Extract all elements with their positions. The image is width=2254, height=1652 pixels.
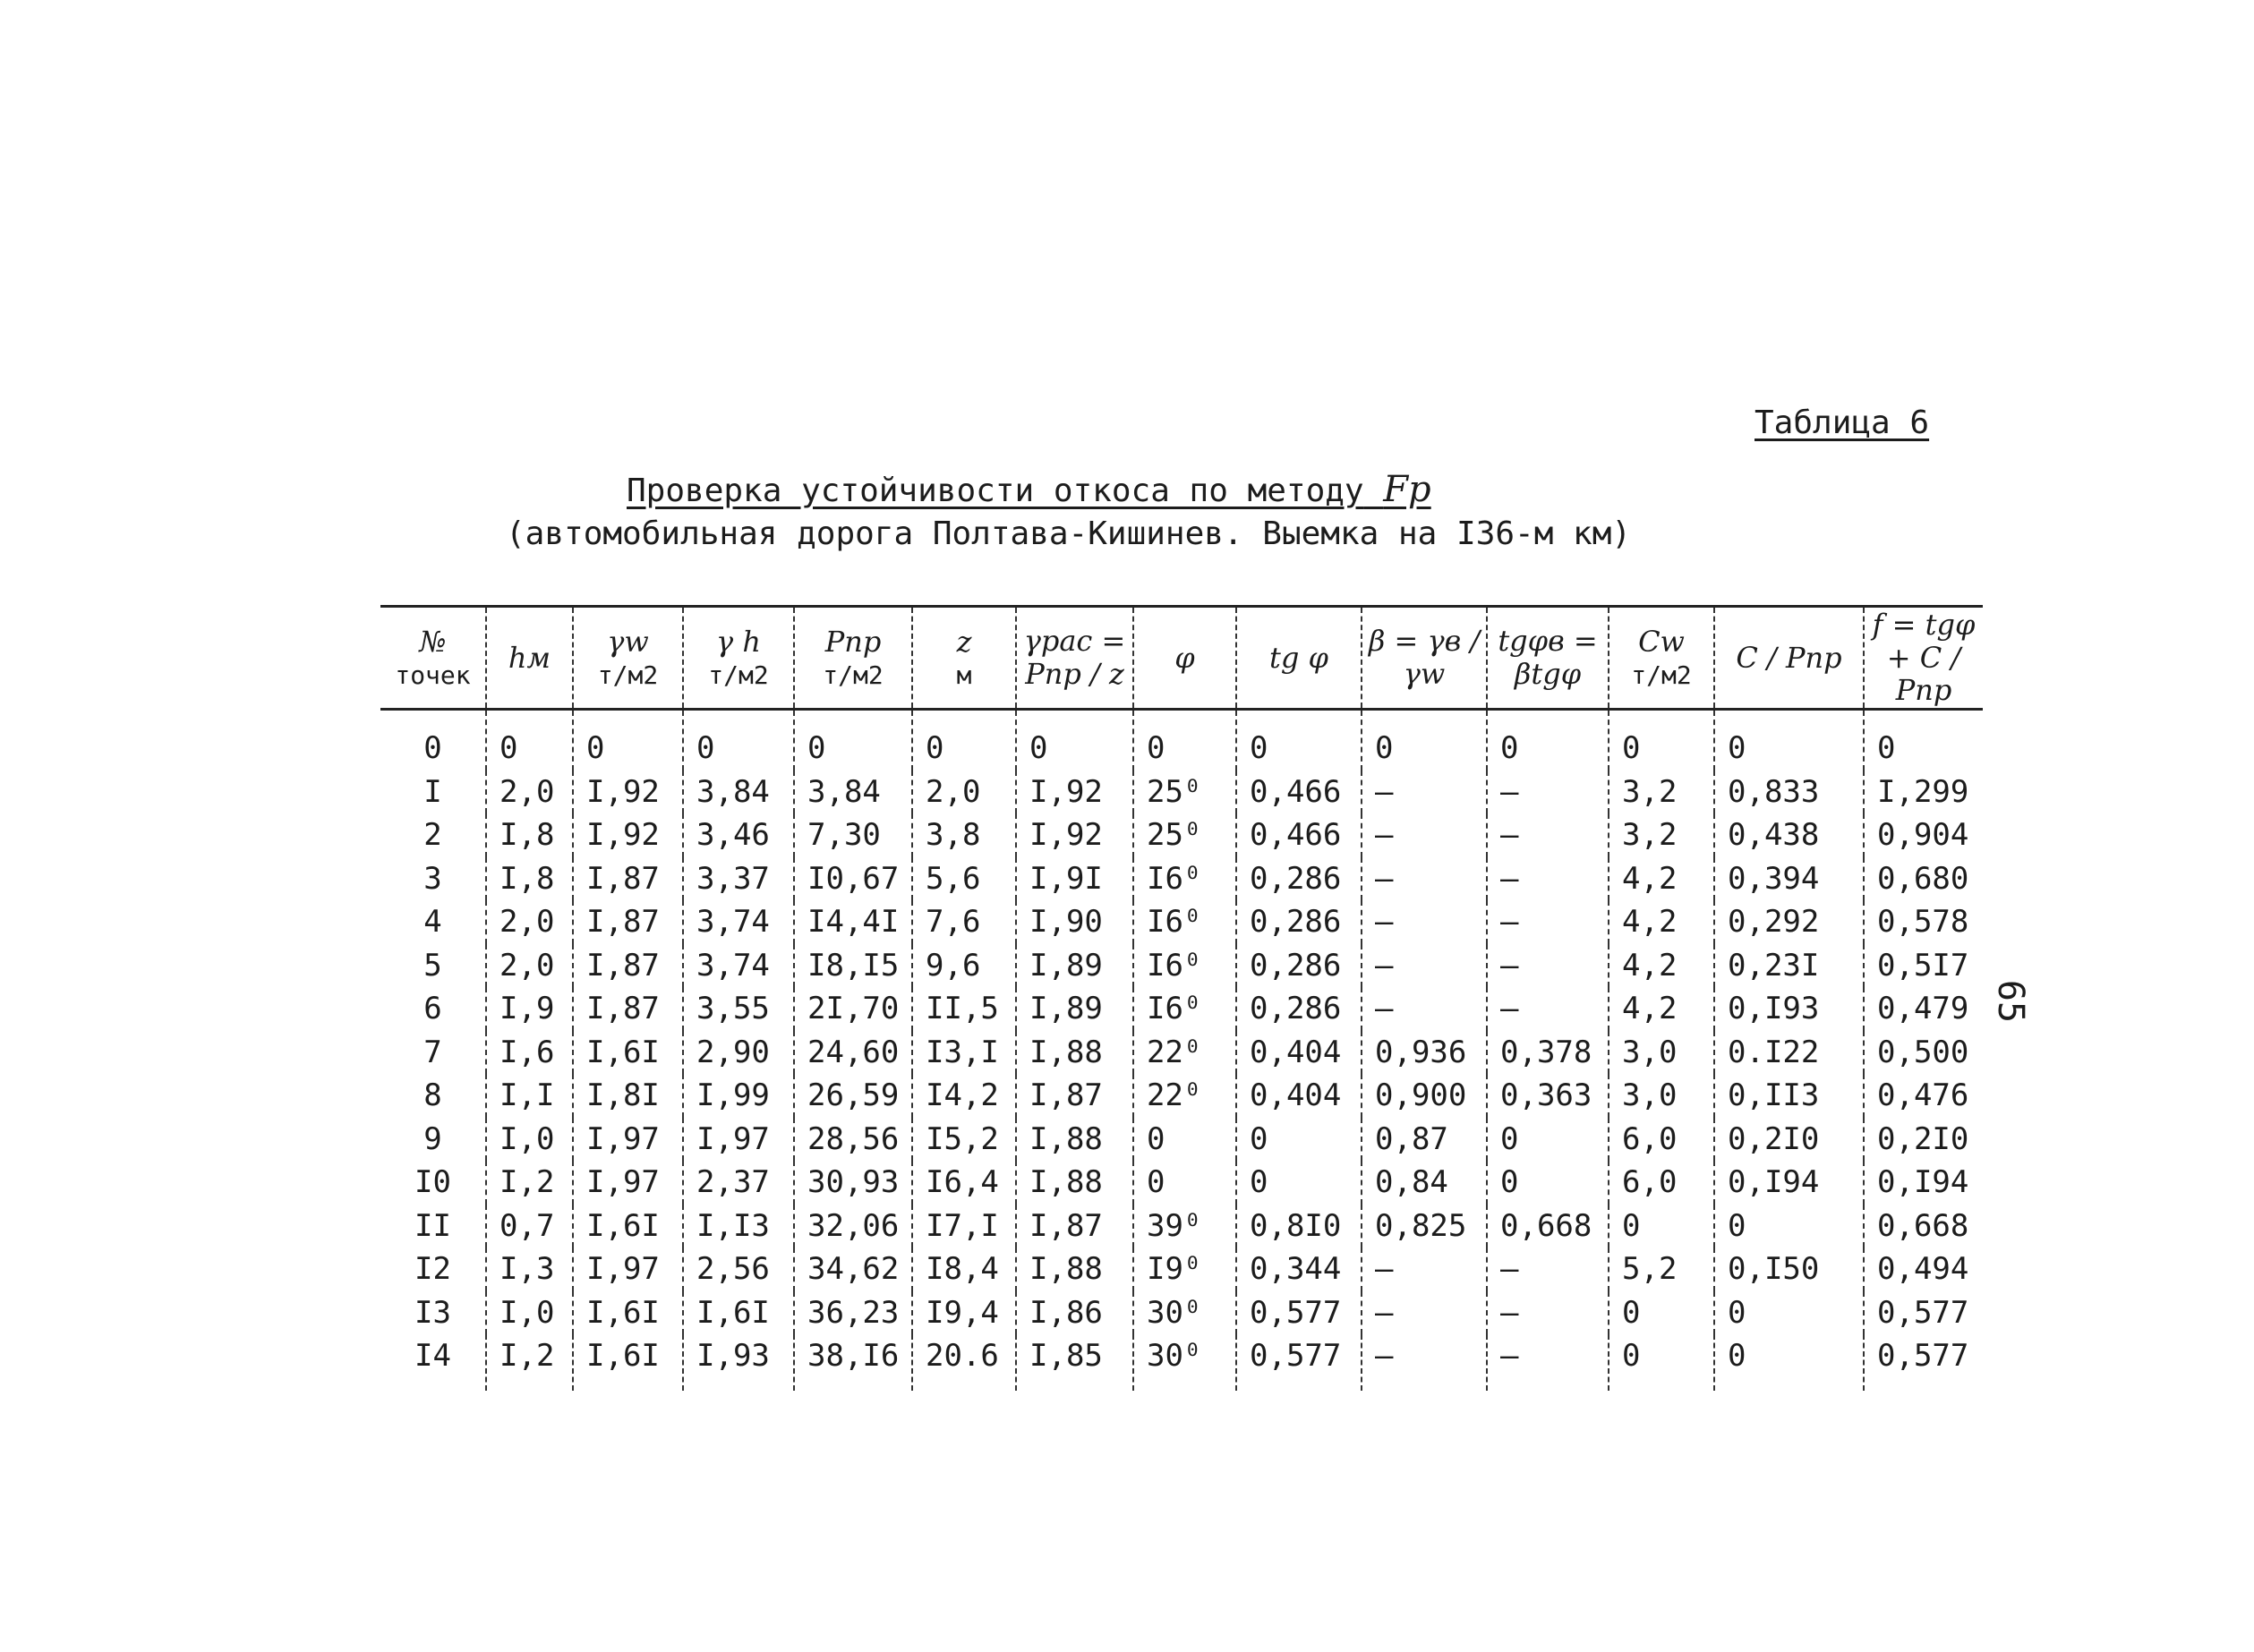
table-cell: 0 xyxy=(683,710,794,771)
table-cell: 4,2 xyxy=(1609,987,1714,1031)
table-cell: I,88 xyxy=(1016,1248,1133,1291)
table-cell: I4,4I xyxy=(794,900,912,944)
table-cell: 0,680 xyxy=(1864,857,1983,901)
point-number-cell: 7 xyxy=(423,1034,442,1070)
point-number-cell: 4 xyxy=(423,904,442,941)
table-header xyxy=(380,607,1983,710)
table-cell: I6⁰ xyxy=(1133,987,1236,1031)
point-number-cell: I xyxy=(423,773,442,810)
column-header xyxy=(912,607,1016,710)
table-cell: I,2 xyxy=(486,1334,573,1391)
table-cell: 3,0 xyxy=(1609,1031,1714,1075)
table-cell: I,6I xyxy=(573,1334,683,1391)
table-row xyxy=(380,771,1983,814)
table-cell: 4,2 xyxy=(1609,857,1714,901)
table-cell: 36,23 xyxy=(794,1291,912,1335)
point-number-cell: 8 xyxy=(423,1077,442,1114)
table-row xyxy=(380,1248,1983,1291)
table-cell: 0.I22 xyxy=(1714,1031,1864,1075)
column-header xyxy=(1487,607,1609,710)
table-cell: I,8 xyxy=(486,813,573,857)
table-cell: I,87 xyxy=(573,944,683,988)
column-header-symbol: φ xyxy=(1174,640,1195,675)
table-cell: 0 xyxy=(1487,1161,1609,1205)
table-cell: 0 xyxy=(1864,710,1983,771)
table-cell: 0,87 xyxy=(1362,1118,1487,1162)
table-cell: 0,I50 xyxy=(1714,1248,1864,1291)
column-header-symbol: Pпр xyxy=(824,624,882,659)
table-cell: 0,404 xyxy=(1236,1031,1362,1075)
table-row xyxy=(380,900,1983,944)
table-cell: – xyxy=(1487,1334,1609,1391)
table-cell: I4,2 xyxy=(912,1074,1016,1118)
table-cell: – xyxy=(1487,900,1609,944)
table-cell: I,8 xyxy=(486,857,573,901)
table-title xyxy=(627,469,1431,510)
table-cell: I,97 xyxy=(573,1248,683,1291)
table-cell: 20.6 xyxy=(912,1334,1016,1391)
table-cell: – xyxy=(1487,1248,1609,1291)
column-header xyxy=(1864,607,1983,710)
table-cell: 0,494 xyxy=(1864,1248,1983,1291)
table-cell: 0,286 xyxy=(1236,857,1362,901)
table-cell: 3,2 xyxy=(1609,813,1714,857)
table-row xyxy=(380,1031,1983,1075)
column-header xyxy=(380,607,486,710)
table-cell: 0,378 xyxy=(1487,1031,1609,1075)
table-cell: 0 xyxy=(1609,1291,1714,1335)
table-cell: I,92 xyxy=(1016,813,1133,857)
table-number-label: Таблица 6 xyxy=(1755,404,1930,441)
table-cell: I,6I xyxy=(573,1031,683,1075)
table-cell: 0 xyxy=(1362,710,1487,771)
table-cell: 7,6 xyxy=(912,900,1016,944)
table-cell: 32,06 xyxy=(794,1205,912,1248)
table-cell: 0,900 xyxy=(1362,1074,1487,1118)
column-header-symbol: f = tgφ + C / Pпр xyxy=(1872,607,1976,708)
table-cell: 0,394 xyxy=(1714,857,1864,901)
table-cell: 9,6 xyxy=(912,944,1016,988)
table-cell: I9⁰ xyxy=(1133,1248,1236,1291)
column-header-unit: т/м2 xyxy=(823,660,884,691)
table-cell: 0,466 xyxy=(1236,813,1362,857)
table-cell: – xyxy=(1487,1291,1609,1335)
column-header-symbol: C / Pпр xyxy=(1736,640,1842,675)
table-cell: I,8I xyxy=(573,1074,683,1118)
table-cell: 0,286 xyxy=(1236,987,1362,1031)
table-cell: I,I xyxy=(486,1074,573,1118)
point-number-cell: 6 xyxy=(423,991,442,1027)
table-row xyxy=(380,944,1983,988)
table-cell: 25⁰ xyxy=(1133,771,1236,814)
table-cell: 26,59 xyxy=(794,1074,912,1118)
column-header-symbol: γрас = Pпр / z xyxy=(1023,624,1126,691)
table-cell: I,92 xyxy=(1016,771,1133,814)
column-header-symbol: γw xyxy=(607,624,649,659)
point-number-cell: 0 xyxy=(423,730,442,767)
table-cell: 0 xyxy=(912,710,1016,771)
table-cell: 0 xyxy=(1609,710,1714,771)
table-cell: 0 xyxy=(1487,710,1609,771)
point-number-cell: I2 xyxy=(414,1251,451,1288)
column-header-symbol: hм xyxy=(508,640,551,675)
table-cell: 0,2I0 xyxy=(1714,1118,1864,1162)
table-cell: 0,5I7 xyxy=(1864,944,1983,988)
point-number-cell: 5 xyxy=(423,947,442,984)
table-cell: – xyxy=(1362,987,1487,1031)
table-cell: 0 xyxy=(1133,710,1236,771)
table-cell: 2,0 xyxy=(912,771,1016,814)
table-cell: II,5 xyxy=(912,987,1016,1031)
column-header xyxy=(794,607,912,710)
column-header-unit: т/м2 xyxy=(597,660,659,691)
column-header xyxy=(486,607,573,710)
table-cell: 5,2 xyxy=(1609,1248,1714,1291)
table-cell: – xyxy=(1362,813,1487,857)
table-cell: 0,479 xyxy=(1864,987,1983,1031)
table-cell: 0 xyxy=(573,710,683,771)
table-cell: 0,904 xyxy=(1864,813,1983,857)
column-header xyxy=(573,607,683,710)
table-cell: 2,56 xyxy=(683,1248,794,1291)
table-cell: 3,84 xyxy=(794,771,912,814)
table-cell: 0,II3 xyxy=(1714,1074,1864,1118)
table-cell: I8,4 xyxy=(912,1248,1016,1291)
column-header xyxy=(1362,607,1487,710)
table-row xyxy=(380,1205,1983,1248)
point-number-cell: 3 xyxy=(423,860,442,897)
column-header-unit: м xyxy=(956,660,972,691)
slope-stability-table xyxy=(380,605,1983,1391)
table-cell: 0,577 xyxy=(1864,1291,1983,1335)
table-cell: 0 xyxy=(1714,1291,1864,1335)
table-cell: I,299 xyxy=(1864,771,1983,814)
table-cell: 2,90 xyxy=(683,1031,794,1075)
table-cell: I,9I xyxy=(1016,857,1133,901)
table-cell: 3,74 xyxy=(683,900,794,944)
table-cell: 0,I93 xyxy=(1714,987,1864,1031)
column-header-symbol: z xyxy=(956,624,972,659)
table-cell: I8,I5 xyxy=(794,944,912,988)
table-cell: I,87 xyxy=(1016,1205,1133,1248)
table-cell: 0 xyxy=(1609,1205,1714,1248)
table-cell: 38,I6 xyxy=(794,1334,912,1391)
table-cell: 6,0 xyxy=(1609,1161,1714,1205)
table-cell: 0,466 xyxy=(1236,771,1362,814)
table-cell: 0,578 xyxy=(1864,900,1983,944)
table-cell: I,99 xyxy=(683,1074,794,1118)
table-cell: 0 xyxy=(1133,1161,1236,1205)
table-row xyxy=(380,987,1983,1031)
table-cell: 0,286 xyxy=(1236,900,1362,944)
table-cell: 0 xyxy=(1236,710,1362,771)
table-cell: 0 xyxy=(1236,1161,1362,1205)
table-cell: 0,438 xyxy=(1714,813,1864,857)
table-cell: – xyxy=(1487,987,1609,1031)
table-cell: 0,363 xyxy=(1487,1074,1609,1118)
table-cell: 0 xyxy=(1487,1118,1609,1162)
table-cell: I,97 xyxy=(573,1161,683,1205)
table-cell: 3,84 xyxy=(683,771,794,814)
table-cell: I,87 xyxy=(573,900,683,944)
table-row xyxy=(380,1161,1983,1205)
table-cell: 3,37 xyxy=(683,857,794,901)
table-cell: 3,8 xyxy=(912,813,1016,857)
table-cell: I,0 xyxy=(486,1118,573,1162)
table-cell: 0,I94 xyxy=(1864,1161,1983,1205)
column-header-symbol: № xyxy=(419,624,447,659)
table-cell: – xyxy=(1362,1334,1487,1391)
point-number-cell: 9 xyxy=(423,1120,442,1157)
table-cell: 2,0 xyxy=(486,900,573,944)
table-title-text: Проверка устойчивости откоса по методу xyxy=(627,473,1364,509)
table-cell: I6⁰ xyxy=(1133,944,1236,988)
table-cell: I,6I xyxy=(573,1291,683,1335)
column-header xyxy=(1714,607,1864,710)
table-cell: I5,2 xyxy=(912,1118,1016,1162)
table-cell: I,3 xyxy=(486,1248,573,1291)
table-cell: I,6I xyxy=(573,1205,683,1248)
table-cell: 0 xyxy=(1714,1334,1864,1391)
table-cell: I,2 xyxy=(486,1161,573,1205)
table-cell: 39⁰ xyxy=(1133,1205,1236,1248)
table-cell: 0 xyxy=(1714,710,1864,771)
table-cell: I7,I xyxy=(912,1205,1016,1248)
table-cell: I,86 xyxy=(1016,1291,1133,1335)
table-cell: I,85 xyxy=(1016,1334,1133,1391)
table-cell: 30⁰ xyxy=(1133,1334,1236,1391)
table-cell: I,93 xyxy=(683,1334,794,1391)
table-cell: I9,4 xyxy=(912,1291,1016,1335)
table-cell: I,6I xyxy=(683,1291,794,1335)
table-cell: 30⁰ xyxy=(1133,1291,1236,1335)
table-cell: 3,55 xyxy=(683,987,794,1031)
table-cell: I,88 xyxy=(1016,1118,1133,1162)
table-row xyxy=(380,857,1983,901)
point-number-cell: II xyxy=(414,1207,451,1244)
table-cell: 0,404 xyxy=(1236,1074,1362,1118)
table-cell: 0,668 xyxy=(1487,1205,1609,1248)
point-number-cell: I0 xyxy=(414,1164,451,1201)
column-header-unit: точек xyxy=(395,660,471,691)
column-header-unit: т/м2 xyxy=(1631,660,1692,691)
table-cell: 0,I94 xyxy=(1714,1161,1864,1205)
table-cell: 28,56 xyxy=(794,1118,912,1162)
table-row xyxy=(380,1291,1983,1335)
table-cell: 5,6 xyxy=(912,857,1016,901)
table-cell: I,92 xyxy=(573,813,683,857)
table-cell: 0,936 xyxy=(1362,1031,1487,1075)
table-cell: 0,577 xyxy=(1236,1334,1362,1391)
point-number-cell: 2 xyxy=(423,817,442,854)
table-cell: 2,0 xyxy=(486,771,573,814)
table-cell: 2,37 xyxy=(683,1161,794,1205)
column-header xyxy=(1133,607,1236,710)
table-cell: 22⁰ xyxy=(1133,1031,1236,1075)
column-header xyxy=(683,607,794,710)
table-cell: – xyxy=(1362,900,1487,944)
column-header-symbol: γ h xyxy=(716,624,761,659)
table-cell: – xyxy=(1362,1248,1487,1291)
table-cell: 0,577 xyxy=(1236,1291,1362,1335)
table-cell: 3,74 xyxy=(683,944,794,988)
table-cell: 3,46 xyxy=(683,813,794,857)
column-header-unit: т/м2 xyxy=(708,660,769,691)
table-cell: 6,0 xyxy=(1609,1118,1714,1162)
table-title-method: Fp xyxy=(1383,469,1431,510)
table-cell: 7,30 xyxy=(794,813,912,857)
column-header xyxy=(1609,607,1714,710)
column-header xyxy=(1236,607,1362,710)
table-cell: I,97 xyxy=(683,1118,794,1162)
table-cell: 25⁰ xyxy=(1133,813,1236,857)
table-subtitle: (автомобильная дорога Полтава-Кишинев. Выемка на I36-м км) xyxy=(506,515,1632,552)
table-cell: 0,825 xyxy=(1362,1205,1487,1248)
table-cell: 0,500 xyxy=(1864,1031,1983,1075)
table-cell: I,87 xyxy=(573,987,683,1031)
table-cell: – xyxy=(1487,944,1609,988)
table-cell: 34,62 xyxy=(794,1248,912,1291)
table-cell: 0,668 xyxy=(1864,1205,1983,1248)
column-header-symbol: tg φ xyxy=(1269,640,1328,675)
table-cell: 3,2 xyxy=(1609,771,1714,814)
point-number-cell: I4 xyxy=(414,1338,451,1375)
table-cell: I,87 xyxy=(1016,1074,1133,1118)
table-body xyxy=(380,710,1983,1391)
page-number: 65 xyxy=(1990,979,2032,1024)
table-cell: 0,344 xyxy=(1236,1248,1362,1291)
table-cell: 0 xyxy=(486,710,573,771)
table-cell: I,88 xyxy=(1016,1031,1133,1075)
table-cell: I,90 xyxy=(1016,900,1133,944)
table-cell: 0,286 xyxy=(1236,944,1362,988)
table-cell: I,92 xyxy=(573,771,683,814)
table-cell: 0 xyxy=(794,710,912,771)
table-cell: – xyxy=(1487,771,1609,814)
table-cell: I,88 xyxy=(1016,1161,1133,1205)
table-cell: I6,4 xyxy=(912,1161,1016,1205)
table-cell: – xyxy=(1362,771,1487,814)
table-cell: 0,7 xyxy=(486,1205,573,1248)
column-header-symbol: tgφв = βtgφ xyxy=(1498,624,1598,691)
table-cell: I0,67 xyxy=(794,857,912,901)
table-cell: I,89 xyxy=(1016,944,1133,988)
table-cell: 0,2I0 xyxy=(1864,1118,1983,1162)
column-header xyxy=(1016,607,1133,710)
table-cell: I,I3 xyxy=(683,1205,794,1248)
table-cell: 4,2 xyxy=(1609,944,1714,988)
point-number-cell: I3 xyxy=(414,1294,451,1331)
table-cell: 3,0 xyxy=(1609,1074,1714,1118)
table-cell: 0,23I xyxy=(1714,944,1864,988)
table-cell: 0 xyxy=(1714,1205,1864,1248)
table-cell: – xyxy=(1487,857,1609,901)
table-cell: 2I,70 xyxy=(794,987,912,1031)
table-row xyxy=(380,710,1983,771)
table-cell: – xyxy=(1487,813,1609,857)
table-cell: 2,0 xyxy=(486,944,573,988)
table-cell: – xyxy=(1362,944,1487,988)
table-cell: I,97 xyxy=(573,1118,683,1162)
table-cell: 0 xyxy=(1133,1118,1236,1162)
table-cell: 24,60 xyxy=(794,1031,912,1075)
table-cell: 0,84 xyxy=(1362,1161,1487,1205)
table-cell: 4,2 xyxy=(1609,900,1714,944)
table-cell: 30,93 xyxy=(794,1161,912,1205)
table-cell: 0 xyxy=(1016,710,1133,771)
table-cell: 0 xyxy=(1609,1334,1714,1391)
table-cell: I,87 xyxy=(573,857,683,901)
table-cell: I,89 xyxy=(1016,987,1133,1031)
table-cell: I6⁰ xyxy=(1133,857,1236,901)
column-header-symbol: β = γв / γw xyxy=(1368,624,1481,691)
table-cell: I3,I xyxy=(912,1031,1016,1075)
table-cell: 0 xyxy=(1236,1118,1362,1162)
table-cell: 0,833 xyxy=(1714,771,1864,814)
table-cell: – xyxy=(1362,857,1487,901)
table-cell: 0,476 xyxy=(1864,1074,1983,1118)
table-cell: – xyxy=(1362,1291,1487,1335)
table-cell: 0,8I0 xyxy=(1236,1205,1362,1248)
table-row xyxy=(380,1074,1983,1118)
table-cell: I,9 xyxy=(486,987,573,1031)
table-cell: 22⁰ xyxy=(1133,1074,1236,1118)
table-cell: 0,577 xyxy=(1864,1334,1983,1391)
column-header-symbol: Cw xyxy=(1638,624,1685,659)
header-row xyxy=(380,607,1983,710)
table-cell: I,6 xyxy=(486,1031,573,1075)
table-cell: I,0 xyxy=(486,1291,573,1335)
table-row xyxy=(380,813,1983,857)
table-cell: I6⁰ xyxy=(1133,900,1236,944)
table-cell: 0,292 xyxy=(1714,900,1864,944)
table-row xyxy=(380,1118,1983,1162)
table-row xyxy=(380,1334,1983,1391)
